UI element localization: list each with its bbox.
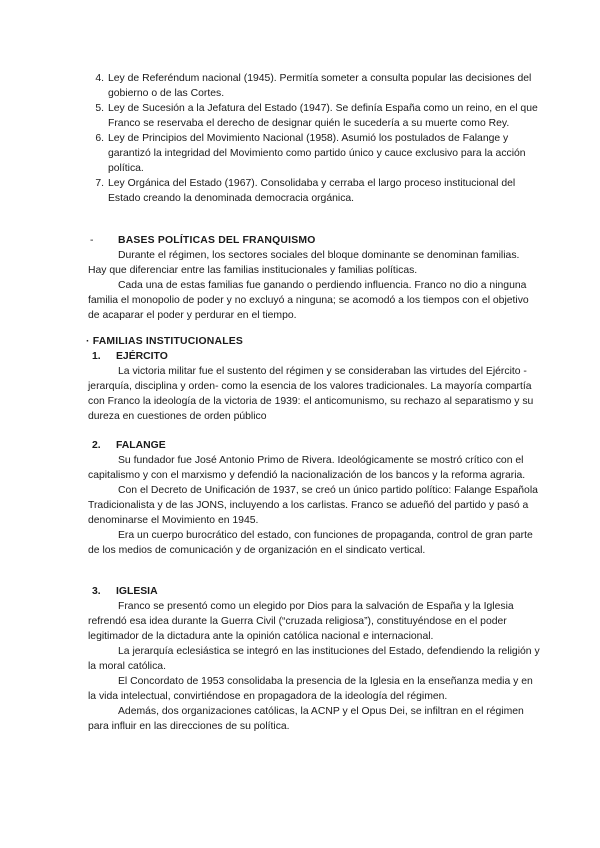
list-item bbox=[88, 176, 540, 206]
subsection-number: 3. bbox=[92, 586, 101, 597]
ejercito-heading bbox=[92, 349, 540, 364]
list-text: Ley de Sucesión a la Jefatura del Estado (1947). Se definía España como un reino, en el que Franco se reservaba el derecho de designar quién le sucedería a su muerte como Rey. bbox=[108, 103, 538, 129]
bases-body bbox=[88, 248, 540, 323]
paragraph: Además, dos organizaciones católicas, la ACNP y el Opus Dei, se infiltran en el régimen para influir en las direcciones de su política. bbox=[88, 706, 524, 732]
subsection-title: EJÉRCITO bbox=[116, 351, 168, 362]
list-number: 5. bbox=[95, 103, 104, 114]
subsection-title: FALANGE bbox=[116, 440, 166, 451]
paragraph: Cada una de estas familias fue ganando o perdiendo influencia. Franco no dio a ninguna familia el monopolio de poder y no excluyó a ninguna; se acomodó a los tiempos con el objetivo de acaparar el poder y perdurar en el tiempo. bbox=[88, 280, 529, 321]
bases-heading bbox=[90, 233, 540, 248]
subsection-number: 2. bbox=[92, 440, 101, 451]
falange-body bbox=[88, 453, 540, 558]
list-number: 6. bbox=[95, 133, 104, 144]
list-text: Ley de Principios del Movimiento Nacional (1958). Asumió los postulados de Falange y garantizó la integridad del Movimiento como partido único y cauce exclusivo para la acción política. bbox=[108, 133, 526, 174]
list-item bbox=[88, 101, 540, 131]
laws-list bbox=[88, 71, 540, 206]
paragraph: Con el Decreto de Unificación de 1937, se creó un único partido político: Falange Española Tradicionalista y de las JONS, incluyendo a los carlistas. Franco se adueñó del partido y pasó a denominarse el Movimiento en 1945. bbox=[88, 485, 538, 526]
paragraph: Era un cuerpo burocrático del estado, con funciones de propaganda, control de gran parte de los medios de comunicación y de organización en el sindicato vertical. bbox=[88, 530, 533, 556]
subsection-title: IGLESIA bbox=[116, 586, 158, 597]
list-text: Ley de Referéndum nacional (1945). Permitía someter a consulta popular las decisiones del gobierno o de las Cortes. bbox=[108, 73, 532, 99]
falange-heading bbox=[92, 438, 540, 453]
familias-heading bbox=[86, 334, 540, 349]
list-number: 4. bbox=[95, 73, 104, 84]
ejercito-body bbox=[88, 364, 540, 424]
paragraph: La victoria militar fue el sustento del régimen y se consideraban las virtudes del Ejército -jerarquía, disciplina y orden- como la esencia de los valores tradicionales. La mayoría compartía con Franco la ideología de la victoria de 1939: el anticomunismo, su rechazo al separatismo y su dureza en cuestiones de orden público bbox=[88, 366, 534, 422]
paragraph: Franco se presentó como un elegido por Dios para la salvación de España y la Iglesia refrendó esa idea durante la Guerra Civil (“cruzada religiosa”), constituyéndose en el poder legitimador de la dictadura ante la opinión católica nacional e internacional. bbox=[88, 601, 514, 642]
heading-bullet: - bbox=[90, 235, 94, 246]
section-title: · FAMILIAS INSTITUCIONALES bbox=[86, 336, 244, 347]
iglesia-body bbox=[88, 599, 540, 734]
subsection-number: 1. bbox=[92, 351, 101, 362]
paragraph: Durante el régimen, los sectores sociales del bloque dominante se denominan familias. Hay que diferenciar entre las familias institucionales y familias políticas. bbox=[88, 250, 520, 276]
list-item bbox=[88, 131, 540, 176]
list-text: Ley Orgánica del Estado (1967). Consolidaba y cerraba el largo proceso institucional del Estado creando la denominada democracia orgánica. bbox=[108, 178, 516, 204]
list-number: 7. bbox=[95, 178, 104, 189]
paragraph: La jerarquía eclesiástica se integró en las instituciones del Estado, defendiendo la religión y la moral católica. bbox=[88, 646, 540, 672]
paragraph: Su fundador fue José Antonio Primo de Rivera. Ideológicamente se mostró crítico con el capitalismo y con el marxismo y defendió la nacionalización de los bancos y la reforma agraria. bbox=[88, 455, 526, 481]
paragraph: El Concordato de 1953 consolidaba la presencia de la Iglesia en la enseñanza media y en la vida intelectual, convirtiéndose en propagadora de la ideología del régimen. bbox=[88, 676, 533, 702]
list-item bbox=[88, 71, 540, 101]
section-title: BASES POLÍTICAS DEL FRANQUISMO bbox=[118, 235, 316, 246]
iglesia-heading bbox=[92, 584, 540, 599]
